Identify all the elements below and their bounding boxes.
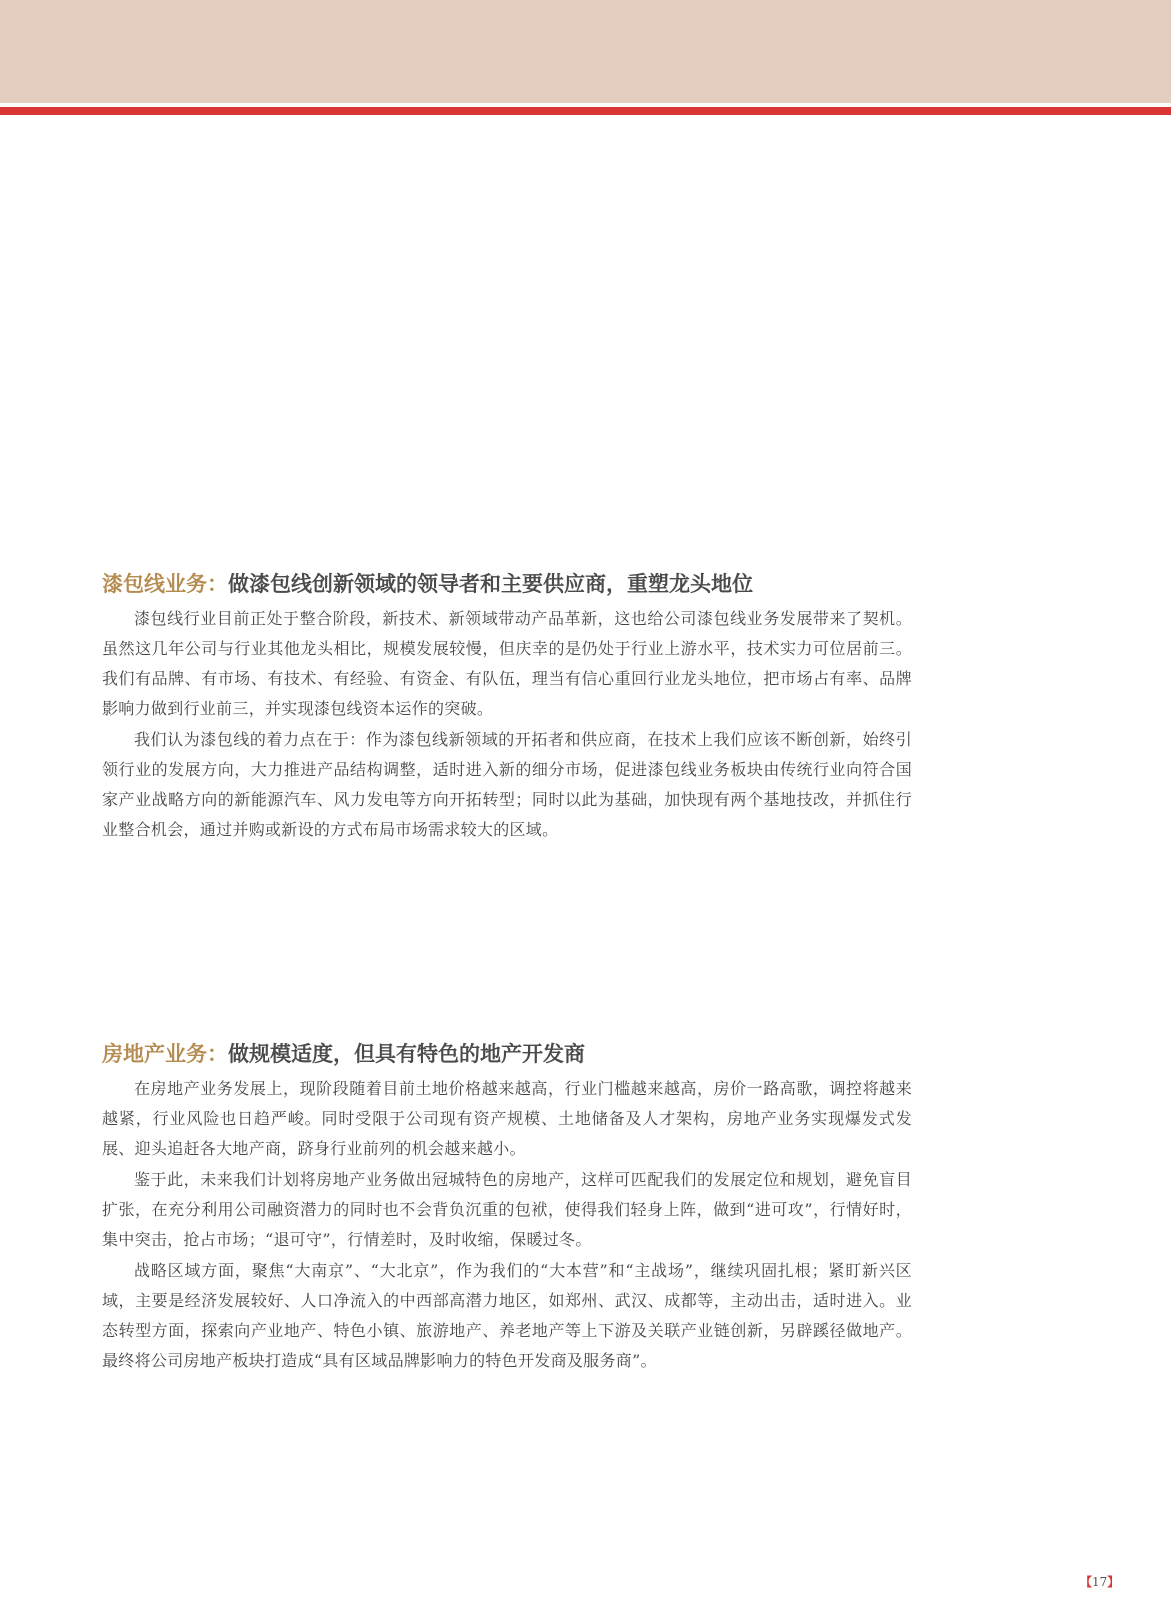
- section-heading-label: 漆包线业务：: [102, 571, 228, 596]
- page-number-bracket-close: 】: [1107, 1575, 1120, 1589]
- paragraph: 在房地产业务发展上，现阶段随着目前土地价格越来越高，行业门槛越来越高，房价一路高歌，调控将越来越紧，行业风险也日趋严峻。同时受限于公司现有资产规模、土地储备及人才架构，房地产业务实现爆发式发展、迎头追赶各大地产商，跻身行业前列的机会越来越小。: [102, 1079, 912, 1158]
- header-band: [0, 0, 1171, 103]
- page-number: [1080, 1575, 1119, 1589]
- paragraph: 漆包线行业目前正处于整合阶段，新技术、新领域带动产品革新，这也给公司漆包线业务发展带来了契机。虽然这几年公司与行业其他龙头相比，规模发展较慢，但庆幸的是仍处于行业上游水平，技术实力可位居前三。我们有品牌、有市场、有技术、有经验、有资金、有队伍，理当有信心重回行业龙头地位，把市场占有率、品牌影响力做到行业前三，并实现漆包线资本运作的突破。: [102, 609, 912, 718]
- page-number-bracket-open: 【: [1080, 1575, 1093, 1589]
- paragraph: 战略区域方面，聚焦“大南京”、“大北京”，作为我们的“大本营”和“主战场”，继续巩固扎根；紧盯新兴区域，主要是经济发展较好、人口净流入的中西部高潜力地区，如郑州、武汉、成都等，主动出击，适时进入。业态转型方面，探索向产业地产、特色小镇、旅游地产、养老地产等上下游及关联产业链创新，另辟蹊径做地产。最终将公司房地产板块打造成“具有区域品牌影响力的特色开发商及服务商”。: [102, 1261, 912, 1370]
- page-number-value: 17: [1092, 1575, 1108, 1589]
- paragraph: 鉴于此，未来我们计划将房地产业务做出冠城特色的房地产，这样可匹配我们的发展定位和规划，避免盲目扩张，在充分利用公司融资潜力的同时也不会背负沉重的包袱，使得我们轻身上阵，做到“进可攻”，行情好时，集中突击，抢占市场；“退可守”，行情差时，及时收缩，保暖过冬。: [102, 1170, 912, 1249]
- section-heading-label: 房地产业务：: [102, 1041, 228, 1066]
- section-enameled-wire: [102, 570, 912, 846]
- section-heading: [102, 570, 912, 598]
- header-rule: [0, 107, 1171, 115]
- section-heading-text: 做规模适度，但具有特色的地产开发商: [228, 1041, 585, 1066]
- paragraph: 我们认为漆包线的着力点在于：作为漆包线新领域的开拓者和供应商，在技术上我们应该不断创新，始终引领行业的发展方向，大力推进产品结构调整，适时进入新的细分市场，促进漆包线业务板块由传统行业向符合国家产业战略方向的新能源汽车、风力发电等方向开拓转型；同时以此为基础，加快现有两个基地技改，并抓住行业整合机会，通过并购或新设的方式布局市场需求较大的区域。: [102, 730, 912, 839]
- section-heading: [102, 1040, 912, 1068]
- section-heading-text: 做漆包线创新领域的领导者和主要供应商，重塑龙头地位: [228, 571, 753, 596]
- section-real-estate: [102, 1040, 912, 1377]
